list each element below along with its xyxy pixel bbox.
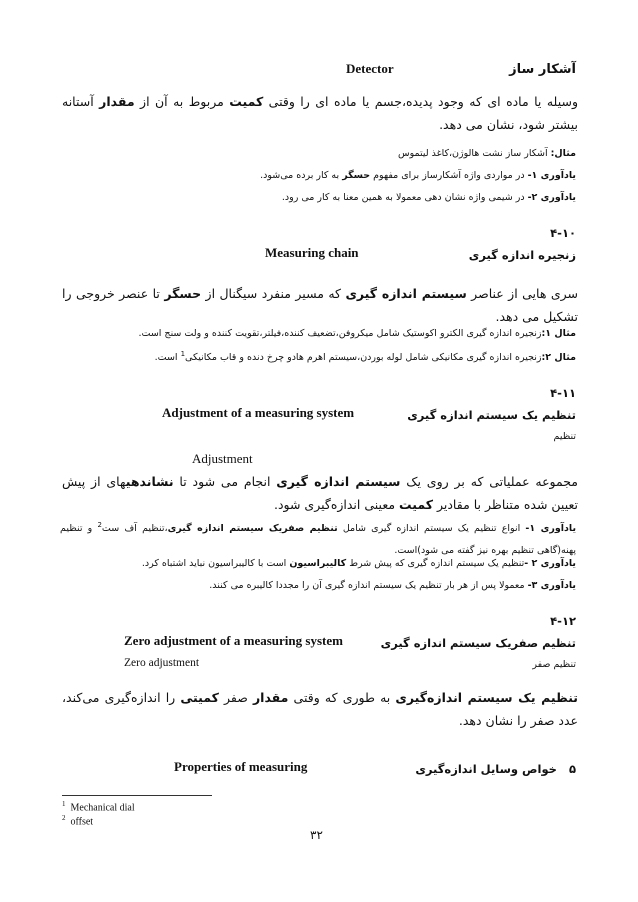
footnote-1: $^1$ Mechanical dial: [62, 800, 135, 814]
chain-en-title: Measuring chain: [265, 245, 359, 260]
detector-note-1: یادآوری ۱- در مواردی واژه آشکارساز برای مفهوم حسگر به کار برده می‌شود.: [260, 170, 576, 181]
footnote-ref-1: 1: [180, 350, 186, 358]
detector-en-title: Detector: [346, 61, 394, 76]
page-number: ۳۲: [310, 828, 323, 842]
detector-fa-title: آشکار ساز: [509, 62, 576, 77]
footnote-ref-2: 2: [97, 521, 102, 529]
adjustment-en-title: Adjustment of a measuring system: [162, 405, 355, 420]
chain-fa-title: زنجیره اندازه گیری: [468, 248, 576, 262]
zero-en-short: Zero adjustment: [124, 657, 200, 669]
zero-number: ۴-۱۲: [550, 614, 576, 628]
adjustment-fa-short: تنظیم: [553, 431, 576, 442]
chain-example-1: مثال ۱:زنجیره اندازه گیری الکترو اکوستیک شامل میکروفن،تضعیف کننده،فیلتر،تقویت کننده و ولت سنج است.: [138, 328, 576, 339]
zero-definition: تنظیم یک سیستم اندازه‌گیری به طوری که وقتی مقدار صفر کمیتی را اندازه‌گیری می‌کند، عدد صفر را نشان دهد.: [62, 690, 578, 728]
detector-example: مثال: آشکار ساز نشت هالوژن،کاغذ لیتموس: [397, 148, 576, 159]
detector-definition: وسیله یا ماده ای که وجود پدیده،جسم یا ماده ای را وقتی کمیت مربوط به آن از مقدار آستانه بیشتر شود، نشان می دهد.: [62, 94, 578, 132]
adjustment-number: ۴-۱۱: [550, 386, 576, 400]
adjustment-note-2: یادآوری ۲ -تنظیم یک سیستم اندازه گیری که پیش شرط کالیبراسیون است با کالیبراسیون نباید اشتباه کرد.: [141, 558, 576, 569]
footnote-divider: [62, 795, 212, 796]
adjustment-en-short: Adjustment: [192, 451, 253, 466]
detector-note-2: یادآوری ۲- در شیمی واژه نشان دهی معمولا به همین معنا به کار می رود.: [281, 192, 576, 203]
adjustment-definition: مجموعه عملیاتی که بر روی یک سیستم اندازه گیری انجام می شود تا نشاندهیهای از پیش تعیین شده متناظر با مقادیر کمیت معینی اندازه‌گیری شود.: [62, 474, 579, 512]
adjustment-fa-title: تنظیم یک سیستم اندازه گیری: [407, 408, 576, 422]
adjustment-note-3: یادآوری ۳- معمولا پس از هر بار تنظیم یک سیستم اندازه گیری آن را مجددا کالیبره می کنند.: [209, 580, 576, 591]
chain-definition: سری هایی از عناصر سیستم اندازه گیری که مسیر منفرد سیگنال از حسگر تا عنصر خروجی را تشکیل می دهد.: [62, 286, 578, 324]
properties-heading: ۵ خواص وسایل اندازه‌گیری: [415, 762, 576, 776]
zero-fa-short: تنظیم صفر: [532, 659, 576, 670]
properties-en-title: Properties of measuring: [174, 759, 308, 774]
chain-example-2: مثال ۲:زنجیره اندازه گیری مکانیکی شامل لوله بوردن،سیستم اهرم هادو چرخ دنده و قاب مکانیکی$^1$ است.: [154, 350, 576, 364]
chain-number: ۴-۱۰: [550, 226, 576, 240]
zero-fa-title: تنظیم صفریک سیستم اندازه گیری: [380, 636, 576, 650]
adjustment-note-1: یادآوری ۱- انواع تنظیم یک سیستم اندازه گیری شامل تنظیم صفریک سیستم اندازه گیری،تنظیم آف ست$^2$ و تنظیم پهنه(گاهی تنظیم بهره نیز گفته می شود)است.: [60, 521, 577, 557]
zero-en-title: Zero adjustment of a measuring system: [124, 633, 343, 648]
footnote-2: $^2$ offset: [62, 814, 94, 828]
